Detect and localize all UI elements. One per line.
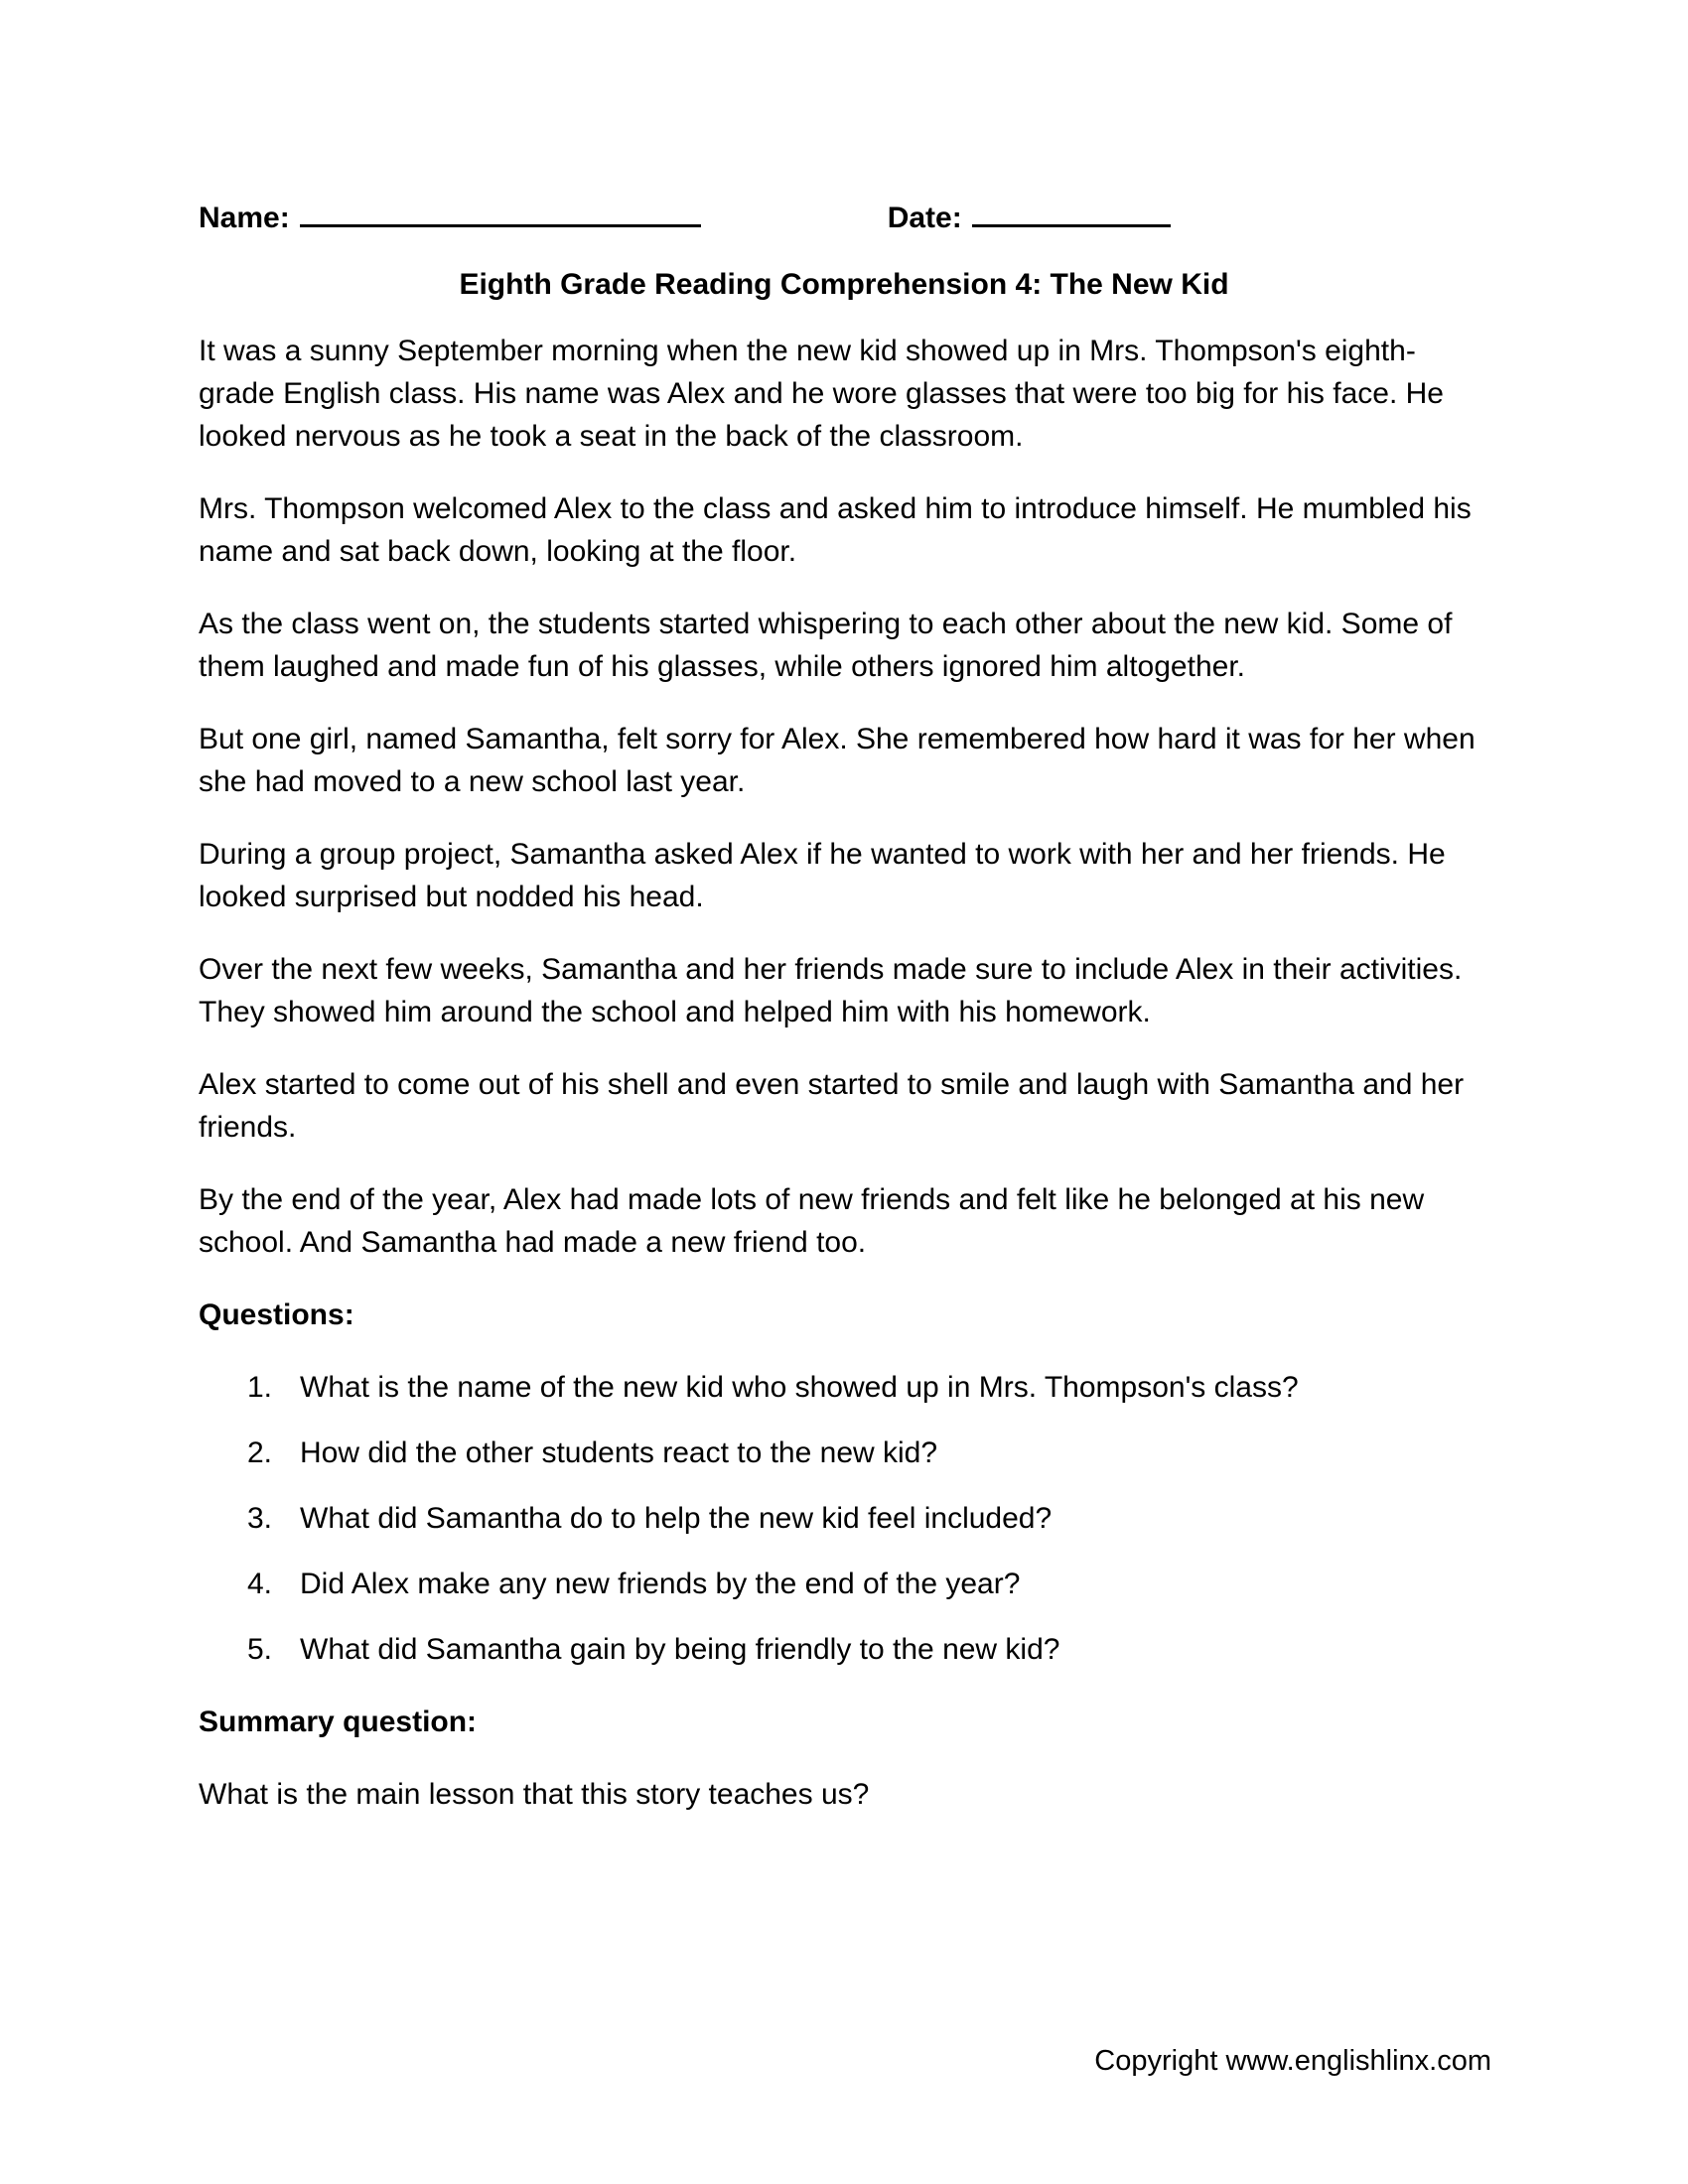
question-number: 3.: [247, 1502, 273, 1535]
name-label: Name:: [199, 202, 290, 234]
summary-question-text: What is the main lesson that this story teaches us?: [199, 1778, 870, 1811]
question-item-3: [247, 1497, 1489, 1540]
story-paragraph-3: As the class went on, the students started whispering to each other about the new kid. Some of them laughed and made fun of his glasses, while others ignored him altogether.: [199, 608, 1453, 683]
question-text: Did Alex make any new friends by the end of the year?: [300, 1568, 1021, 1600]
question-item-2: [247, 1432, 1489, 1474]
summary-question-heading: Summary question:: [199, 1706, 478, 1738]
story-paragraph-7: Alex started to come out of his shell and even started to smile and laugh with Samantha and her friends.: [199, 1068, 1465, 1144]
question-item-1: [247, 1366, 1489, 1409]
question-text: What is the name of the new kid who showed up in Mrs. Thompson's class?: [300, 1371, 1299, 1404]
story-paragraph-5: During a group project, Samantha asked Alex if he wanted to work with her and her friends. He looked surprised but nodded his head.: [199, 838, 1446, 913]
question-number: 4.: [247, 1568, 273, 1600]
question-item-5: [247, 1628, 1489, 1671]
story-paragraph-8: By the end of the year, Alex had made lots of new friends and felt like he belonged at his new school. And Samantha had made a new friend too.: [199, 1183, 1425, 1259]
story-paragraph-6: Over the next few weeks, Samantha and her friends made sure to include Alex in their activities. They showed him around the school and helped him with his homework.: [199, 953, 1463, 1028]
copyright-footer: Copyright www.englishlinx.com: [1094, 2045, 1491, 2077]
name-date-row: [199, 195, 1489, 239]
date-label: Date:: [887, 202, 962, 234]
name-group: [199, 195, 701, 239]
date-blank-line: [972, 195, 1171, 227]
questions-list: [199, 1366, 1489, 1671]
question-text: How did the other students react to the new kid?: [300, 1436, 938, 1469]
question-item-4: [247, 1563, 1489, 1605]
question-number: 1.: [247, 1371, 273, 1404]
question-number: 5.: [247, 1633, 273, 1666]
story-paragraph-4: But one girl, named Samantha, felt sorry for Alex. She remembered how hard it was for her when she had moved to a new school last year.: [199, 723, 1476, 798]
question-number: 2.: [247, 1436, 273, 1469]
question-text: What did Samantha gain by being friendly to the new kid?: [300, 1633, 1060, 1666]
name-blank-line: [300, 195, 701, 227]
questions-heading: Questions:: [199, 1298, 354, 1331]
date-group: [888, 195, 1171, 239]
question-text: What did Samantha do to help the new kid feel included?: [300, 1502, 1053, 1535]
worksheet-title: Eighth Grade Reading Comprehension 4: The New Kid: [459, 268, 1229, 301]
story-paragraph-1: It was a sunny September morning when the new kid showed up in Mrs. Thompson's eighth-grade English class. His name was Alex and he wore glasses that were too big for his face. He looked nervous as he took a seat in the back of the classroom.: [199, 335, 1444, 453]
story-paragraph-2: Mrs. Thompson welcomed Alex to the class and asked him to introduce himself. He mumbled his name and sat back down, looking at the floor.: [199, 492, 1472, 568]
